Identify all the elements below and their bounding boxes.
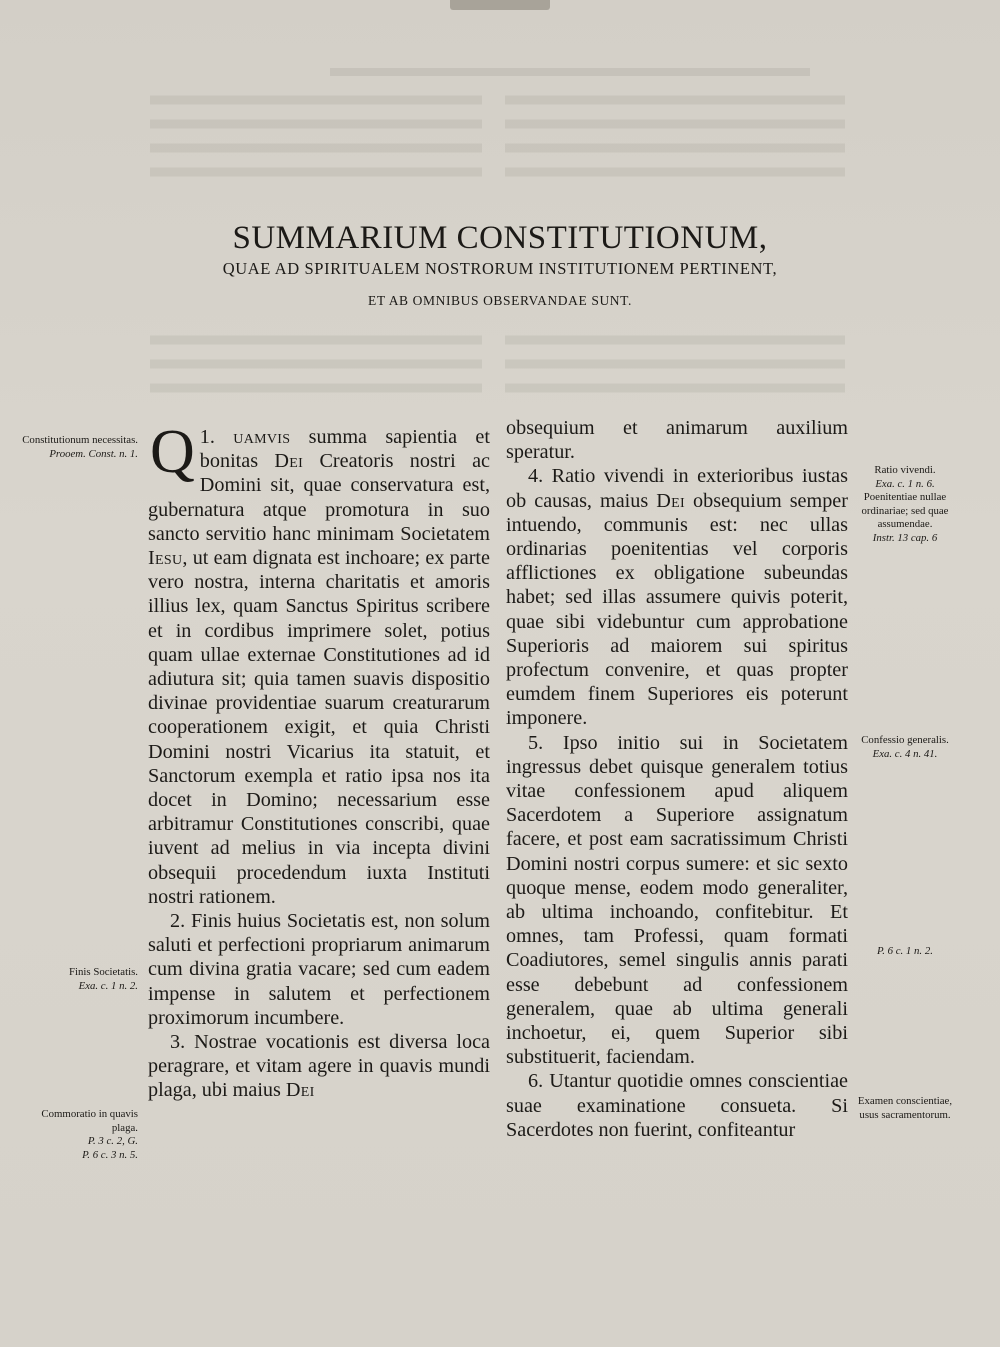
paragraph-number: 1.: [199, 426, 215, 448]
margin-note-constitutionum: [18, 434, 138, 461]
page-title: SUMMARIUM CONSTITUTIONUM,: [232, 220, 768, 257]
margin-note-reference: Prooem. Const. n. 1.: [49, 447, 138, 460]
right-text-column: [506, 416, 848, 1142]
page-subtitle: QUAE AD SPIRITUALEM NOSTRORUM INSTITUTIONEM PERTINENT,: [222, 259, 778, 278]
word-dei: Dei: [656, 489, 685, 512]
margin-note-reference: P. 3 c. 2, G.: [87, 1135, 138, 1147]
paragraph-5: 5. Ipso initio sui in Societatem ingressus debet quisque generalem totius vitae confessionem apud aliquem Sacerdotem a Superiore assignatum facere, et post eam sacratissimum Christi Domini nostri corpus sumere: et sic sexto quoque mense, eodem modo generaliter, ab ultima inchoando, confitebitur. Et omnes, tam Professi, quam formati Coadiutores, semel singulis annis parati esse debebunt ad confessionem generalem, quae ab ultima generali inchoetur, ei, quem Superior sibi substituerit, faciendam.: [506, 731, 848, 1069]
paragraph-6: 6. Utantur quotidie omnes conscientiae suae examinatione consueta. Si Sacerdotes non fuerint, confiteantur: [506, 1070, 848, 1141]
margin-note-reference: Exa. c. 1 n. 2.: [78, 979, 138, 992]
margin-note-commoratio: [18, 1108, 138, 1162]
margin-note-heading: Commoratio in quavis plaga.: [41, 1108, 138, 1134]
paragraph-4-text-b: obsequium semper intuendo, communis est: nec ullas ordinarias poenitentias vel corporis afflictiones ex obligatione subeundas habet; sed illas assumere quivis poterit, quae sibi videbuntur cum approbatione Superioris ad maiorem sui spiritus profectum convenire, et quas propter eumdem finem Superiores eis poterunt imponere.: [506, 489, 848, 730]
margin-note-reference: Exa. c. 1 n. 6.: [875, 477, 935, 490]
page-subtitle-secondary: ET AB OMNIBUS OBSERVANDAE SUNT.: [368, 293, 632, 308]
word-iesu: Iesu: [148, 547, 183, 570]
drop-cap: Q: [150, 418, 195, 486]
margin-note-heading: Confessio generalis.: [861, 734, 949, 746]
margin-note-heading: Examen conscientiae, usus sacramentorum.: [857, 1095, 953, 1121]
word-dei: Dei: [285, 1079, 315, 1102]
paragraph-1-text-a: summa sapientia et bonitas: [199, 426, 491, 473]
paragraph-4-text-a: 4. Ratio vivendi in exterioribus iustas ob causas, maius: [506, 465, 848, 512]
margin-note-reference: Instr. 13 cap. 6: [872, 531, 938, 544]
paragraph-1-text-c: , ut eam dignata est inchoare; ex parte vero nostra, interna charitatis et amoris illius lex, quam Sanctus Spiritus scribere et in cordibus imprimere solet, potius quam ullae externae Constitutiones ad id adiutura sit; quia tamen suavis dispositio divinae providentiae suarum creaturarum cooperationem exigit, et quia Christi Domini nostri Vicarius ita statuit, et Sanctorum exempla et ratio ipsa nos ita docet in Domino; necessarium esse arbitramur Constitutiones conscribi, quae iuvent ad melius in via incepta divini obsequii procedendum iuxta Instituti nostri rationem.: [148, 547, 490, 908]
margin-note-reference: P. 6 c. 3 n. 5.: [82, 1148, 138, 1161]
margin-note-heading: Poenitentiae nullae ordinariae; sed quae assumendae.: [861, 491, 949, 530]
margin-note-reference: P. 6 c. 1 n. 2.: [877, 945, 933, 957]
margin-note-heading: Ratio vivendi.: [874, 464, 936, 476]
margin-note-finis: [18, 966, 138, 993]
margin-note-heading: Constitutionum necessitas.: [22, 434, 138, 446]
paragraph-1-text-b: Creatoris nostri ac Domini sit, quae conservatura est, gubernatura atque promotura in suo sancto servitio hanc minimam Societatem: [148, 450, 490, 545]
paragraph-3: [148, 1030, 490, 1103]
paragraph-3-text: 3. Nostrae vocationis est diversa loca peragrare, et vitam agere in quavis mundi plaga, ubi maius: [148, 1031, 490, 1102]
paragraph-3-continued: obsequium et animarum auxilium speratur.: [506, 417, 848, 464]
lead-small-caps: uamvis: [233, 426, 291, 448]
margin-note-examen: [850, 1095, 960, 1122]
paragraph-1: [148, 418, 491, 909]
paragraph-2: 2. Finis huius Societatis est, non solum saluti et perfectioni propriarum animarum cum divina gratia vacare; sed cum eadem impense in salutem et perfectionem proximorum incumbere.: [148, 910, 490, 1029]
margin-note-ratio-vivendi: [850, 464, 960, 545]
margin-note-reference: Exa. c. 4 n. 41.: [872, 747, 938, 760]
margin-note-heading: Finis Societatis.: [69, 966, 138, 978]
word-dei: Dei: [274, 450, 304, 473]
paragraph-4: [506, 464, 848, 730]
left-text-column: [148, 418, 491, 1103]
margin-note-confessio: [850, 734, 960, 761]
margin-note-p6: [850, 945, 960, 959]
